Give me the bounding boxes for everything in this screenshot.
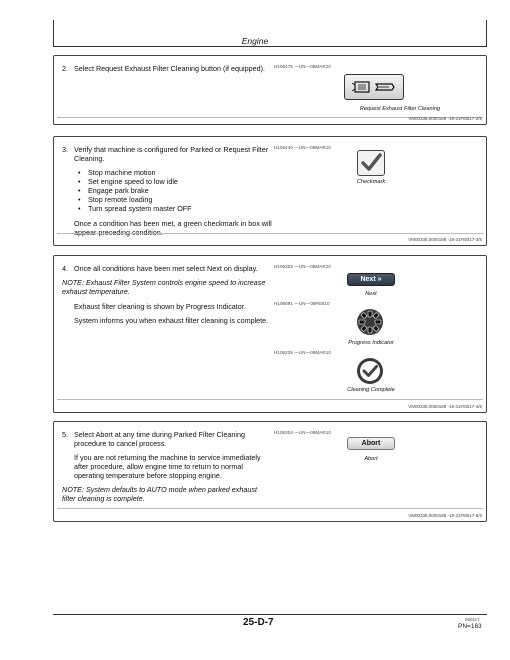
image-ref: H106091 —UN—09FEB10 — [274, 301, 330, 306]
condition-item: • Set engine speed to low idle — [84, 177, 272, 186]
next-button: Next » — [347, 273, 395, 286]
image-ref: H106304 —UN—08MAR10 — [274, 430, 331, 435]
image-caption: Checkmark — [356, 179, 386, 185]
step-2-body — [62, 64, 267, 73]
image-caption: Abort — [364, 456, 378, 462]
page-number: 25-D-7 — [243, 617, 274, 628]
step-number: 3. — [62, 145, 68, 154]
progress-indicator-icon — [356, 308, 384, 336]
step-text: Select Request Exhaust Filter Cleaning button (if equipped). — [74, 64, 265, 73]
condition-list — [74, 168, 272, 213]
section-footer: VM00338,0000188 -19-31FEB17-2/5 — [408, 116, 482, 121]
header-rule — [53, 46, 487, 47]
image-ref: H106303 —UN—08MAR10 — [274, 264, 331, 269]
paragraph: If you are not returning the machine to service immediately after procedure, allow engine time to return to normal operating temperature before stopping engine. — [74, 453, 261, 480]
section-divider — [57, 233, 483, 234]
image-caption: Next — [365, 291, 377, 297]
paragraph: Exhaust filter cleaning is shown by Progress Indicator. — [74, 302, 246, 311]
section-divider — [57, 508, 483, 509]
cleaning-complete-icon — [356, 357, 384, 385]
footer-rule — [53, 614, 487, 615]
image-caption: Cleaning Complete — [347, 387, 395, 393]
paragraph: System informs you when exhaust filter cleaning is complete. — [74, 316, 269, 325]
condition-item: • Engage park brake — [84, 186, 272, 195]
image-caption: Progress Indicator — [348, 340, 394, 346]
page-pn: PN=163 — [458, 623, 482, 630]
step-note-text: Once a condition has been met, a green checkmark in box will — [74, 219, 272, 228]
step-3-body — [62, 145, 272, 242]
section-divider — [57, 399, 483, 400]
page-header-title: Engine — [241, 36, 269, 46]
condition-item: • Stop remote loading — [84, 195, 272, 204]
note-text: Exhaust Filter System controls engine speed to increase exhaust temperature. — [62, 278, 266, 296]
section-footer: VM00338,0000188 -19-31FEB17-4/5 — [408, 404, 482, 409]
checkmark-icon — [358, 151, 384, 175]
step-number: 5. — [62, 430, 68, 439]
step-text: Select Abort at any time during Parked Filter Cleaning procedure to cancel process. — [74, 430, 245, 448]
section-footer: VM00338,0000188 -19-31FEB17-3/5 — [408, 237, 482, 242]
section-footer: VM00338,0000188 -19-31FEB17-5/5 — [408, 513, 482, 518]
note — [62, 485, 272, 503]
note-label: NOTE: — [62, 278, 84, 287]
step-number: 4. — [62, 264, 68, 273]
condition-item: • Turn spread system master OFF — [84, 204, 272, 213]
note — [62, 278, 272, 296]
image-caption: Request Exhaust Filter Cleaning — [359, 106, 441, 112]
step-5-body — [62, 430, 272, 503]
image-ref: H106475 —UN—08MAR10 — [274, 64, 331, 69]
step-text: Verify that machine is configured for Parked or Request Filter Cleaning. — [74, 145, 269, 163]
page-code: 060117 — [465, 617, 480, 622]
note-label: NOTE: — [62, 485, 84, 494]
exhaust-filter-cleaning-icon — [345, 75, 403, 99]
condition-item: • Stop machine motion — [84, 168, 272, 177]
abort-button: Abort — [347, 437, 395, 450]
image-ref: H106225 —UN—08MAR10 — [274, 350, 331, 355]
image-ref: H106440 —UN—08MAR10 — [274, 145, 331, 150]
step-3-section — [53, 136, 487, 246]
step-number: 2. — [62, 64, 68, 73]
request-filter-cleaning-button — [344, 74, 404, 100]
step-4-section — [53, 255, 487, 413]
checkmark-box — [357, 150, 385, 176]
step-2-section — [53, 55, 487, 125]
step-text: Once all conditions have been met select Next on display. — [74, 264, 258, 273]
note-text: System defaults to AUTO mode when parked exhaust filter cleaning is complete. — [62, 485, 257, 503]
step-4-body — [62, 264, 272, 330]
step-5-section — [53, 421, 487, 522]
